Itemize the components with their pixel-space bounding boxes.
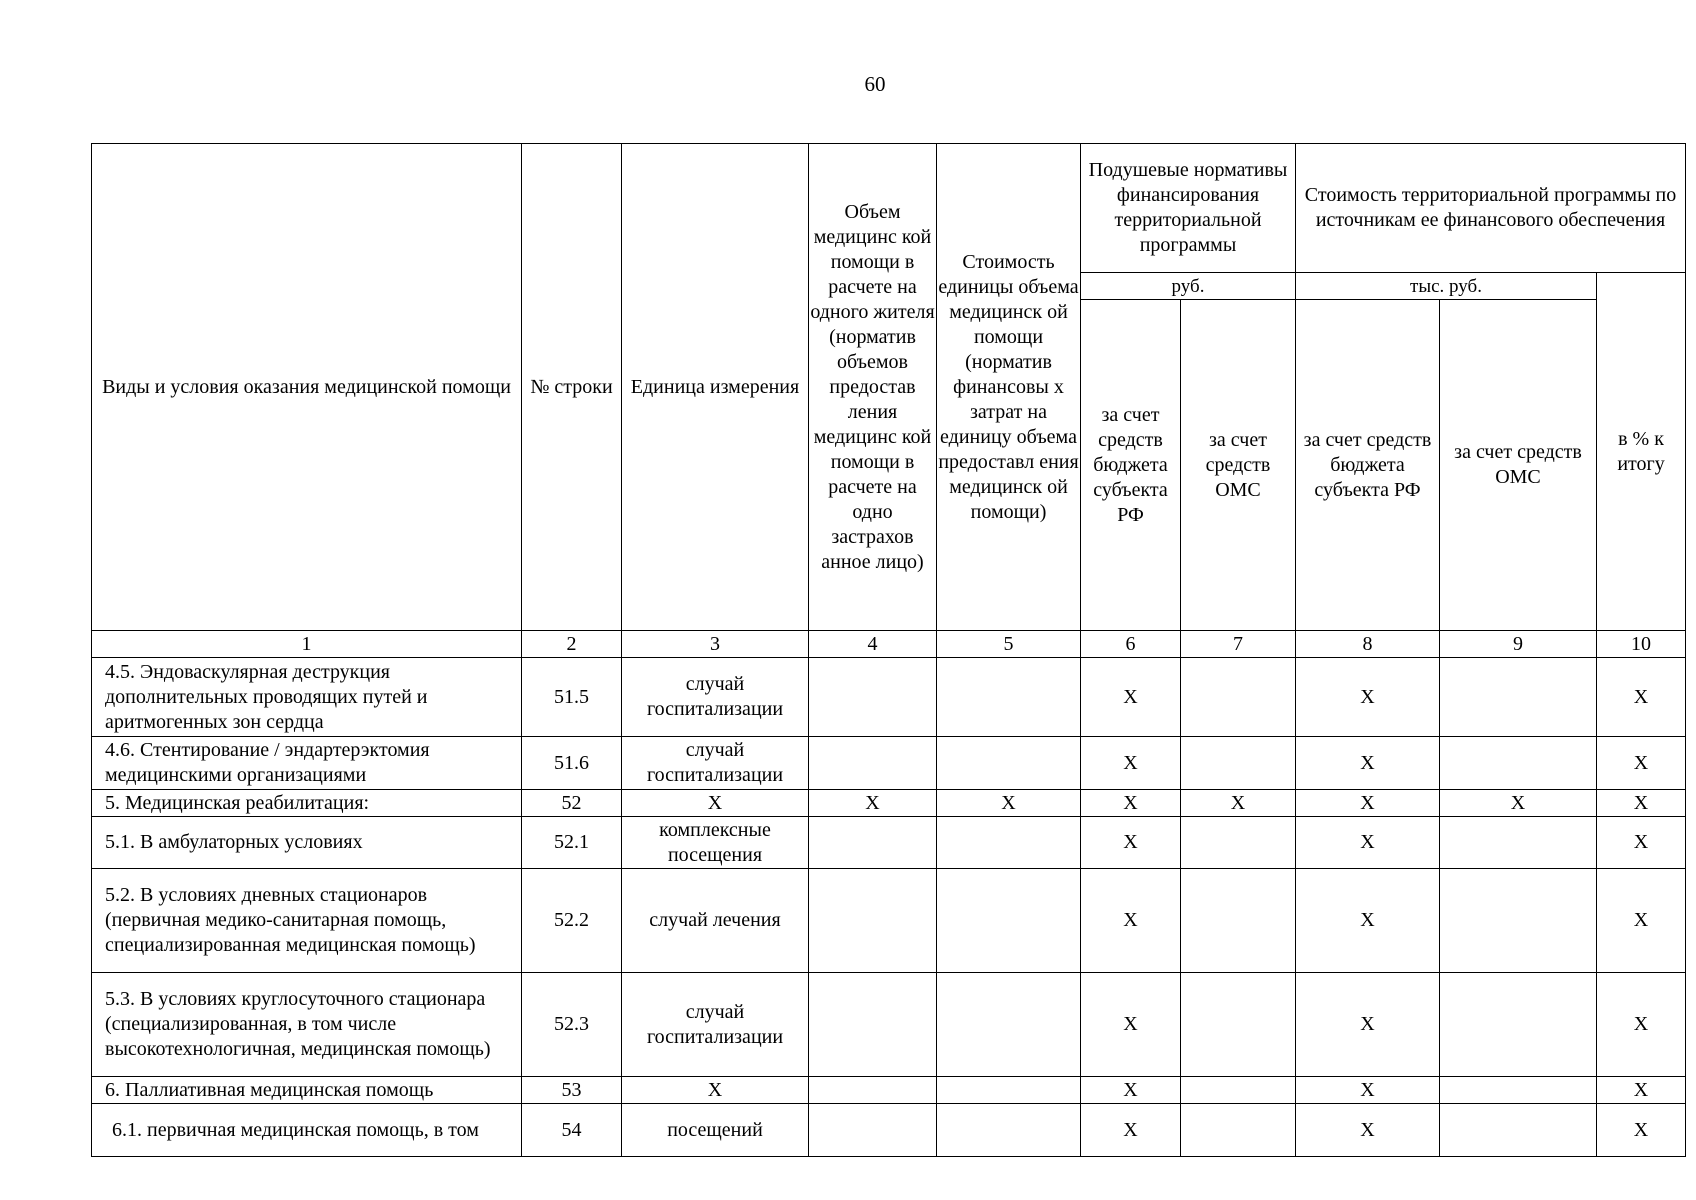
column-number: 9 — [1440, 631, 1597, 658]
row-volume — [809, 1077, 937, 1104]
row-cost-oms: X — [1440, 790, 1597, 817]
column-number: 10 — [1597, 631, 1686, 658]
row-normative-oms: X — [1181, 790, 1296, 817]
row-unit-cost — [937, 869, 1081, 973]
column-number: 1 — [92, 631, 522, 658]
row-line-number: 51.5 — [522, 658, 622, 737]
financing-table — [91, 143, 1686, 1157]
row-normative-oms — [1181, 1104, 1296, 1157]
column-number: 3 — [622, 631, 809, 658]
header-line-number: № строки — [522, 144, 622, 631]
row-normative-oms — [1181, 869, 1296, 973]
row-unit-cost — [937, 1077, 1081, 1104]
row-unit-cost — [937, 973, 1081, 1077]
row-unit-cost: X — [937, 790, 1081, 817]
row-cost-budget: X — [1296, 658, 1440, 737]
row-unit: X — [622, 790, 809, 817]
row-percent: X — [1597, 1077, 1686, 1104]
row-unit-cost — [937, 658, 1081, 737]
row-cost-oms — [1440, 1104, 1597, 1157]
row-line-number: 52.1 — [522, 817, 622, 869]
table-row — [92, 737, 1686, 790]
row-volume — [809, 737, 937, 790]
row-line-number: 52.3 — [522, 973, 622, 1077]
row-percent: X — [1597, 869, 1686, 973]
header-program-cost: Стоимость территориальной программы по источникам ее финансового обеспечения — [1296, 144, 1686, 273]
row-unit: случай госпитализации — [622, 737, 809, 790]
row-cost-oms — [1440, 1077, 1597, 1104]
row-normative-budget: X — [1081, 737, 1181, 790]
row-cost-oms — [1440, 869, 1597, 973]
column-number: 2 — [522, 631, 622, 658]
row-normative-oms — [1181, 658, 1296, 737]
header-unit-thousand-rub: тыс. руб. — [1296, 273, 1597, 300]
row-name: 4.5. Эндоваскулярная деструкция дополнительных проводящих путей и аритмогенных зон сердца — [92, 658, 522, 737]
row-unit: случай лечения — [622, 869, 809, 973]
row-unit: случай госпитализации — [622, 658, 809, 737]
row-name: 5.2. В условиях дневных стационаров (первичная медико-санитарная помощь, специализированная медицинская помощь) — [92, 869, 522, 973]
column-number: 7 — [1181, 631, 1296, 658]
row-normative-budget: X — [1081, 1104, 1181, 1157]
row-cost-budget: X — [1296, 790, 1440, 817]
row-volume — [809, 658, 937, 737]
row-unit: X — [622, 1077, 809, 1104]
row-cost-budget: X — [1296, 1077, 1440, 1104]
row-normative-budget: X — [1081, 658, 1181, 737]
row-volume — [809, 973, 937, 1077]
row-normative-budget: X — [1081, 790, 1181, 817]
row-volume — [809, 869, 937, 973]
row-percent: X — [1597, 973, 1686, 1077]
row-cost-oms — [1440, 737, 1597, 790]
header-per-capita-normatives: Подушевые нормативы финансирования территориальной программы — [1081, 144, 1296, 273]
row-name: 5. Медицинская реабилитация: — [92, 790, 522, 817]
row-unit-cost — [937, 737, 1081, 790]
header-cost-budget: за счет средств бюджета субъекта РФ — [1296, 300, 1440, 631]
table-row — [92, 973, 1686, 1077]
row-cost-budget: X — [1296, 869, 1440, 973]
row-normative-oms — [1181, 817, 1296, 869]
column-number: 8 — [1296, 631, 1440, 658]
header-percent-of-total: в % к итогу — [1597, 273, 1686, 631]
header-unit-rub: руб. — [1081, 273, 1296, 300]
table-row — [92, 658, 1686, 737]
row-unit: случай госпитализации — [622, 973, 809, 1077]
row-name: 5.3. В условиях круглосуточного стационара (специализированная, в том числе высокотехнологичная, медицинская помощь) — [92, 973, 522, 1077]
header-unit-cost: Стоимость единицы объема медицинск ой помощи (норматив финансовы х затрат на единицу объема предоставл ения медицинск ой помощи) — [937, 144, 1081, 631]
column-number: 6 — [1081, 631, 1181, 658]
header-unit: Единица измерения — [622, 144, 809, 631]
table-row — [92, 790, 1686, 817]
table-row — [92, 817, 1686, 869]
row-cost-budget: X — [1296, 817, 1440, 869]
row-normative-budget: X — [1081, 869, 1181, 973]
row-line-number: 54 — [522, 1104, 622, 1157]
row-volume — [809, 817, 937, 869]
row-unit: посещений — [622, 1104, 809, 1157]
row-volume — [809, 1104, 937, 1157]
row-cost-budget: X — [1296, 1104, 1440, 1157]
column-number: 4 — [809, 631, 937, 658]
row-name: 5.1. В амбулаторных условиях — [92, 817, 522, 869]
row-name: 4.6. Стентирование / эндартерэктомия медицинскими организациями — [92, 737, 522, 790]
table-row — [92, 1104, 1686, 1157]
row-unit-cost — [937, 1104, 1081, 1157]
row-normative-budget: X — [1081, 817, 1181, 869]
row-cost-oms — [1440, 973, 1597, 1077]
row-line-number: 52.2 — [522, 869, 622, 973]
row-percent: X — [1597, 1104, 1686, 1157]
row-cost-budget: X — [1296, 737, 1440, 790]
row-unit-cost — [937, 817, 1081, 869]
row-name: 6. Паллиативная медицинская помощь — [92, 1077, 522, 1104]
row-line-number: 51.6 — [522, 737, 622, 790]
row-cost-oms — [1440, 658, 1597, 737]
header-kinds-of-care: Виды и условия оказания медицинской помощи — [92, 144, 522, 631]
row-line-number: 53 — [522, 1077, 622, 1104]
row-percent: X — [1597, 790, 1686, 817]
header-normative-budget: за счет средств бюджета субъекта РФ — [1081, 300, 1181, 631]
column-numbers-row — [92, 631, 1686, 658]
page-number: 60 — [864, 72, 886, 96]
row-normative-budget: X — [1081, 973, 1181, 1077]
header-normative-oms: за счет средств ОМС — [1181, 300, 1296, 631]
row-unit: комплексные посещения — [622, 817, 809, 869]
header-volume-per-resident: Объем медицинс кой помощи в расчете на одного жителя (норматив объемов предостав ления медицинс кой помощи в расчете на одно застрахов анное лицо) — [809, 144, 937, 631]
row-cost-budget: X — [1296, 973, 1440, 1077]
row-normative-oms — [1181, 1077, 1296, 1104]
row-name: 6.1. первичная медицинская помощь, в том — [92, 1104, 522, 1157]
row-volume: X — [809, 790, 937, 817]
row-percent: X — [1597, 658, 1686, 737]
header-cost-oms: за счет средств ОМС — [1440, 300, 1597, 631]
row-percent: X — [1597, 737, 1686, 790]
row-percent: X — [1597, 817, 1686, 869]
row-normative-oms — [1181, 973, 1296, 1077]
row-cost-oms — [1440, 817, 1597, 869]
table-row — [92, 1077, 1686, 1104]
row-normative-budget: X — [1081, 1077, 1181, 1104]
table-row — [92, 869, 1686, 973]
row-line-number: 52 — [522, 790, 622, 817]
column-number: 5 — [937, 631, 1081, 658]
row-normative-oms — [1181, 737, 1296, 790]
